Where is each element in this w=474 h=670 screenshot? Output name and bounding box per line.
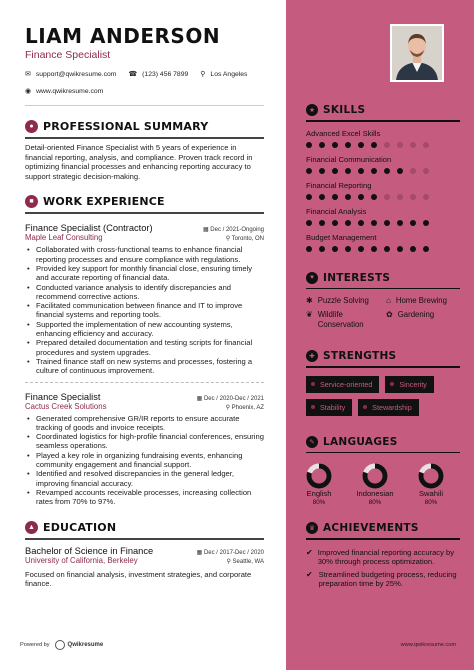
job-location: ⚲ Phoenix, AZ xyxy=(225,404,264,411)
language-level: 80% xyxy=(368,499,382,506)
language-level: 80% xyxy=(424,499,438,506)
rating-dot-filled xyxy=(371,194,377,200)
skill-rating xyxy=(306,246,460,252)
plant-icon: ✿ xyxy=(386,310,393,319)
skills-heading xyxy=(306,104,460,116)
strength-tag: Stewardship xyxy=(358,399,419,416)
interest-item: ⌂ Home Brewing xyxy=(386,296,447,305)
rating-dot-filled xyxy=(410,220,416,226)
skill-item xyxy=(306,181,460,200)
school-name: University of California, Berkeley xyxy=(25,555,138,565)
languages-heading xyxy=(306,436,460,448)
rating-dot-filled xyxy=(306,168,312,174)
contact-website[interactable] xyxy=(25,87,264,106)
rating-dot-filled xyxy=(319,246,325,252)
skill-name: Advanced Excel Skills xyxy=(306,128,381,138)
section-divider xyxy=(306,366,460,368)
list-item: • Facilitated communication between finance and IT to improve financial systems and reporting tools. xyxy=(36,301,264,320)
job-entry-2 xyxy=(25,392,264,507)
candidate-title: Finance Specialist xyxy=(25,49,111,61)
rating-dot-filled xyxy=(345,246,351,252)
job-company: Cactus Creek Solutions xyxy=(25,401,107,411)
list-item: • Identified and resolved discrepancies in the general ledger, improving financial accuracy. xyxy=(36,469,264,488)
language-item xyxy=(306,463,332,506)
skill-rating xyxy=(306,194,460,200)
powered-by[interactable]: Powered by Qwikresume xyxy=(20,642,104,648)
rating-dot-filled xyxy=(332,142,338,148)
rating-dot-filled xyxy=(345,194,351,200)
summary-heading xyxy=(25,120,264,133)
rating-dot-filled xyxy=(345,142,351,148)
job-bullets xyxy=(25,414,264,507)
rating-dot-filled xyxy=(319,168,325,174)
rating-dot-filled xyxy=(332,168,338,174)
rating-dot-filled xyxy=(423,246,429,252)
rating-dot-filled xyxy=(306,246,312,252)
education-description: Focused on financial analysis, investment strategies, and corporate finance. xyxy=(25,569,252,588)
achievements-title: ACHIEVEMENTS xyxy=(323,522,419,534)
rating-dot-filled xyxy=(371,246,377,252)
education-title: EDUCATION xyxy=(43,520,117,534)
skill-item xyxy=(306,129,460,148)
interests-heading xyxy=(306,272,460,284)
interests-list xyxy=(306,296,460,330)
skill-item xyxy=(306,233,460,252)
list-item: • Trained finance staff on new systems and processes, fostering a culture of continuous improvement. xyxy=(36,357,264,376)
rating-dot-filled xyxy=(332,246,338,252)
language-name: English xyxy=(306,489,332,498)
graduation-cap-icon: ▲ xyxy=(25,521,38,534)
rating-dot-filled xyxy=(397,168,403,174)
person-avatar-icon xyxy=(392,26,442,80)
rating-dot-filled xyxy=(319,142,325,148)
language-icon: ✎ xyxy=(306,436,318,448)
rating-dot-empty xyxy=(410,194,416,200)
language-name: Swahili xyxy=(418,489,444,498)
job-location: ⚲ Toronto, ON xyxy=(225,236,264,243)
home-icon: ⌂ xyxy=(386,296,391,305)
thumbs-up-icon: ✔ xyxy=(306,547,313,557)
rating-dot-filled xyxy=(332,194,338,200)
rating-dot-filled xyxy=(397,246,403,252)
footer-website[interactable]: www.qwikresume.com xyxy=(400,642,456,648)
language-level: 80% xyxy=(312,499,326,506)
job-title: Finance Specialist xyxy=(25,391,101,402)
leaf-icon: ❦ xyxy=(306,310,313,319)
achievements-heading xyxy=(306,522,460,534)
strengths-heading xyxy=(306,350,460,362)
phone-icon: ☎ xyxy=(128,71,138,78)
section-divider xyxy=(25,212,264,214)
calendar-icon: ▦ xyxy=(196,395,204,402)
rating-dot-filled xyxy=(423,220,429,226)
puzzle-icon: ✱ xyxy=(306,296,313,305)
rating-dot-filled xyxy=(306,194,312,200)
trophy-icon: ♛ xyxy=(306,522,318,534)
language-ring xyxy=(418,463,444,489)
rating-dot-filled xyxy=(384,246,390,252)
rating-dot-filled xyxy=(358,194,364,200)
education-location: ⚲ Seattle, WA xyxy=(226,558,264,565)
strengths-title: STRENGTHS xyxy=(323,350,397,362)
calendar-icon: ▦ xyxy=(196,549,204,556)
job-dates: ▦ Dec / 2021-Ongoing xyxy=(202,227,264,234)
candidate-name: LIAM ANDERSON xyxy=(25,24,221,48)
rating-dot-filled xyxy=(384,220,390,226)
rating-dot-empty xyxy=(410,168,416,174)
rating-dot-empty xyxy=(384,142,390,148)
skill-name: Budget Management xyxy=(306,232,377,242)
heart-icon: ♥ xyxy=(306,272,318,284)
rating-dot-filled xyxy=(358,220,364,226)
location-pin-icon: ⚲ xyxy=(200,71,206,78)
sidebar xyxy=(286,0,474,670)
skill-rating xyxy=(306,220,460,226)
education-dates: ▦ Dec / 2017-Dec / 2020 xyxy=(196,549,264,556)
rating-dot-empty xyxy=(397,194,403,200)
experience-title: WORK EXPERIENCE xyxy=(43,195,165,209)
section-divider xyxy=(306,452,460,454)
rating-dot-filled xyxy=(371,168,377,174)
contact-email[interactable] xyxy=(25,70,116,78)
location-pin-icon: ⚲ xyxy=(226,558,233,565)
job-title: Finance Specialist (Contractor) xyxy=(25,223,153,234)
rating-dot-filled xyxy=(345,168,351,174)
language-item xyxy=(356,463,393,506)
strength-tag: Sincerity xyxy=(385,376,434,393)
achievement-item: ✔ Streamlined budgeting process, reducing preparation time by 25%. xyxy=(306,570,457,589)
job-entry-1 xyxy=(25,223,264,382)
website-text: www.qwikresume.com xyxy=(36,87,104,95)
rating-dot-empty xyxy=(423,142,429,148)
interest-item: ✿ Gardening xyxy=(386,310,435,319)
skill-item xyxy=(306,155,460,174)
list-item: • Conducted variance analysis to identify discrepancies and recommend corrective actions. xyxy=(36,283,264,302)
thumbs-up-icon: ✔ xyxy=(306,570,313,580)
phone-text: (123) 456 7899 xyxy=(142,70,189,78)
language-ring xyxy=(362,463,388,489)
skills-list xyxy=(306,129,460,252)
strength-icon: ✚ xyxy=(306,350,318,362)
skill-item xyxy=(306,207,460,226)
list-item: • Revamped accounts receivable processes, increasing collection rates from 70% to 97%. xyxy=(36,488,264,507)
degree-title: Bachelor of Science in Finance xyxy=(25,545,154,556)
skill-name: Financial Reporting xyxy=(306,180,372,190)
language-name: Indonesian xyxy=(356,489,394,498)
achievement-item: ✔ Improved financial reporting accuracy by 30% through process optimization. xyxy=(306,547,455,566)
education-entry xyxy=(25,546,264,589)
globe-icon: ◉ xyxy=(25,88,32,95)
skill-name: Financial Analysis xyxy=(306,206,367,216)
rating-dot-empty xyxy=(423,168,429,174)
rating-dot-filled xyxy=(384,168,390,174)
languages-title: LANGUAGES xyxy=(323,435,398,448)
section-divider xyxy=(306,288,460,290)
rating-dot-empty xyxy=(384,194,390,200)
job-company: Maple Leaf Consulting xyxy=(25,233,103,243)
briefcase-icon: ■ xyxy=(25,195,38,208)
languages-list xyxy=(306,463,460,506)
section-divider xyxy=(306,538,460,540)
job-dates: ▦ Dec / 2020-Dec / 2021 xyxy=(196,395,264,402)
rating-dot-filled xyxy=(410,246,416,252)
contact-location xyxy=(200,70,247,78)
rating-dot-filled xyxy=(319,220,325,226)
section-divider xyxy=(25,538,264,540)
mail-icon: ✉ xyxy=(25,71,31,78)
interests-title: INTERESTS xyxy=(323,271,391,284)
achievements-list xyxy=(306,548,460,589)
section-divider xyxy=(25,137,264,139)
rating-dot-empty xyxy=(397,142,403,148)
summary-text: Detail-oriented Finance Specialist with 5 years of experience in financial reporting, analysis, and compliance. Proven track record in optimizing financial processes and enhancing reporting accuracy to support strategic decision-making. xyxy=(25,143,253,181)
profile-photo xyxy=(390,24,444,82)
list-item: • Generated comprehensive GR/IR reports to ensure accurate tracking of goods and invoice receipts. xyxy=(36,414,264,433)
contact-phone[interactable] xyxy=(128,70,188,78)
rating-dot-filled xyxy=(319,194,325,200)
footer xyxy=(20,640,456,650)
list-item: • Collaborated with cross-functional teams to enhance financial reporting processes and ensure compliance with regulations. xyxy=(36,245,264,264)
job-bullets xyxy=(25,245,264,375)
experience-heading xyxy=(25,195,264,208)
rating-dot-empty xyxy=(410,142,416,148)
user-icon: ● xyxy=(25,120,38,133)
rating-dot-filled xyxy=(345,220,351,226)
strength-tag: Stability xyxy=(306,399,352,416)
location-pin-icon: ⚲ xyxy=(225,404,232,411)
calendar-icon: ▦ xyxy=(202,227,211,234)
summary-title: PROFESSIONAL SUMMARY xyxy=(43,120,209,133)
strengths-list xyxy=(306,376,460,416)
rating-dot-filled xyxy=(358,142,364,148)
rating-dot-filled xyxy=(332,220,338,226)
location-text: Los Angeles xyxy=(210,70,248,78)
section-divider xyxy=(306,120,460,122)
rating-dot-filled xyxy=(358,246,364,252)
rating-dot-filled xyxy=(371,142,377,148)
interest-item: ✱ Puzzle Solving xyxy=(306,296,369,305)
email-text: support@qwikresume.com xyxy=(35,70,117,78)
rating-dot-filled xyxy=(358,168,364,174)
rating-dot-filled xyxy=(371,220,377,226)
language-ring xyxy=(306,463,332,489)
skill-name: Financial Communication xyxy=(306,154,392,164)
skill-rating xyxy=(306,168,460,174)
skills-title: SKILLS xyxy=(323,104,366,116)
rating-dot-filled xyxy=(306,220,312,226)
qwikresume-logo-icon xyxy=(55,640,65,650)
list-item: • Coordinated logistics for high-profile financial conferences, ensuring seamless operations. xyxy=(36,432,264,451)
interest-item: ❦ Wildlife Conservation xyxy=(306,310,364,329)
list-item: • Played a key role in organizing fundraising events, enhancing community engagement and financial support. xyxy=(36,451,264,470)
rating-dot-empty xyxy=(423,194,429,200)
list-item: • Prepared detailed documentation and testing scripts for financial procedures and system upgrades. xyxy=(36,338,264,357)
list-item: • Supported the implementation of new accounting systems, enhancing efficiency and accuracy. xyxy=(36,320,264,339)
language-item xyxy=(418,463,444,506)
education-heading xyxy=(25,521,264,534)
rating-dot-filled xyxy=(397,220,403,226)
dashed-divider xyxy=(25,382,264,383)
location-pin-icon: ⚲ xyxy=(225,236,232,243)
rating-dot-filled xyxy=(306,142,312,148)
skill-rating xyxy=(306,142,460,148)
strength-tag: Service-oriented xyxy=(306,376,379,393)
list-item: • Provided key support for monthly financial close, ensuring timely and accurate reporting of financial data. xyxy=(36,264,264,283)
skills-icon: ★ xyxy=(306,104,318,116)
contact-row xyxy=(25,70,264,78)
